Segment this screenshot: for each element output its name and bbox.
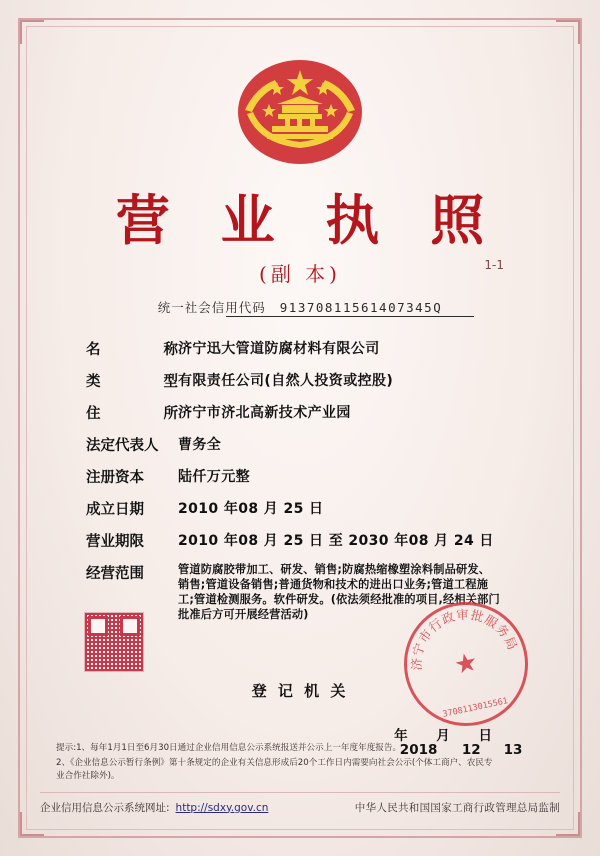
field-row-business-term <box>86 530 516 551</box>
corner-ornament-bottom-left <box>20 812 44 836</box>
footer-divider <box>40 792 560 793</box>
field-value-name: 济宁迅大管道防腐材料有限公司 <box>178 341 380 357</box>
copy-number: 1-1 <box>484 258 504 272</box>
field-row-legal-representative <box>86 434 516 455</box>
field-value-registered-capital: 陆仟万元整 <box>178 469 250 485</box>
field-row-type <box>86 370 516 391</box>
footer <box>40 800 560 815</box>
field-label-registered-capital: 注册资本 <box>86 470 144 486</box>
star-icon: ★ <box>451 646 481 682</box>
footer-left <box>40 800 268 815</box>
credit-code-label: 统一社会信用代码 <box>157 300 266 315</box>
corner-ornament-bottom-right <box>556 812 580 836</box>
field-label-name: 名 称 <box>86 342 178 358</box>
national-emblem-icon <box>225 52 375 172</box>
credit-code-row <box>0 298 600 316</box>
document-subtitle: (副 本) <box>259 262 341 286</box>
issue-date-year: 2018 <box>399 742 438 758</box>
field-value-establish-date: 2010 年08 月 25 日 <box>178 501 324 517</box>
note-line-2: 2、《企业信息公示暂行条例》第十条规定的企业有关信息形成后20个工作日内需要向社会公示(个体工商户、农民专业合作社除外)。 <box>56 758 493 781</box>
field-label-address: 住 所 <box>86 406 178 422</box>
field-value-business-scope: 管道防腐胶带加工、研发、销售;防腐热缩橡塑涂料制品研发、销售;管道设备销售;普通货物和技术的进出口业务;管道工程施工;管道检测服务。软件研发。(依法须经批准的项目,经相关部门批准后方可开展经营活动) <box>178 563 500 621</box>
issue-date-month: 12 <box>461 742 481 758</box>
issue-date-day: 13 <box>503 742 523 758</box>
field-label-establish-date: 成立日期 <box>86 502 144 518</box>
footer-notes <box>56 742 496 785</box>
seal-arc-label: 济宁市行政审批服务局 <box>408 606 521 671</box>
note-line-1: 提示:1、每年1月1日至6月30日通过企业信用信息公示系统报送并公示上一年度年度报告。 <box>56 743 402 753</box>
field-row-name <box>86 338 516 359</box>
seal-number: 3708113015561 <box>441 696 509 720</box>
field-value-address: 济宁市济北高新技术产业园 <box>178 405 351 421</box>
field-value-business-term: 2010 年08 月 25 日 至 2030 年08 月 24 日 <box>178 533 494 549</box>
field-value-type: 有限责任公司(自然人投资或控股) <box>178 373 394 389</box>
qr-code-icon[interactable] <box>84 612 144 672</box>
page-title: 营 业 执 照 <box>115 188 501 252</box>
corner-ornament-top-left <box>20 20 44 44</box>
date-label: 年 月 日 <box>394 728 504 744</box>
register-authority-label: 登 记 机 关 <box>251 682 349 700</box>
footer-website-url[interactable]: http://sdxy.gov.cn <box>175 801 269 814</box>
credit-code-value: 91370811561407345Q <box>279 300 443 315</box>
field-value-legal-representative: 曹务全 <box>178 437 222 453</box>
field-row-address <box>86 402 516 423</box>
field-label-legal-representative: 法定代表人 <box>86 438 159 454</box>
field-row-registered-capital <box>86 466 516 487</box>
field-label-type: 类 型 <box>86 374 178 390</box>
credit-code-underline <box>226 316 474 317</box>
license-fields <box>86 338 516 633</box>
field-row-establish-date <box>86 498 516 519</box>
corner-ornament-top-right <box>556 20 580 44</box>
footer-issuer: 中华人民共和国国家工商行政管理总局监制 <box>354 802 560 814</box>
field-label-business-scope: 经营范围 <box>86 566 144 582</box>
field-label-business-term: 营业期限 <box>86 534 144 550</box>
footer-website-label: 企业信用信息公示系统网址: <box>40 802 170 814</box>
